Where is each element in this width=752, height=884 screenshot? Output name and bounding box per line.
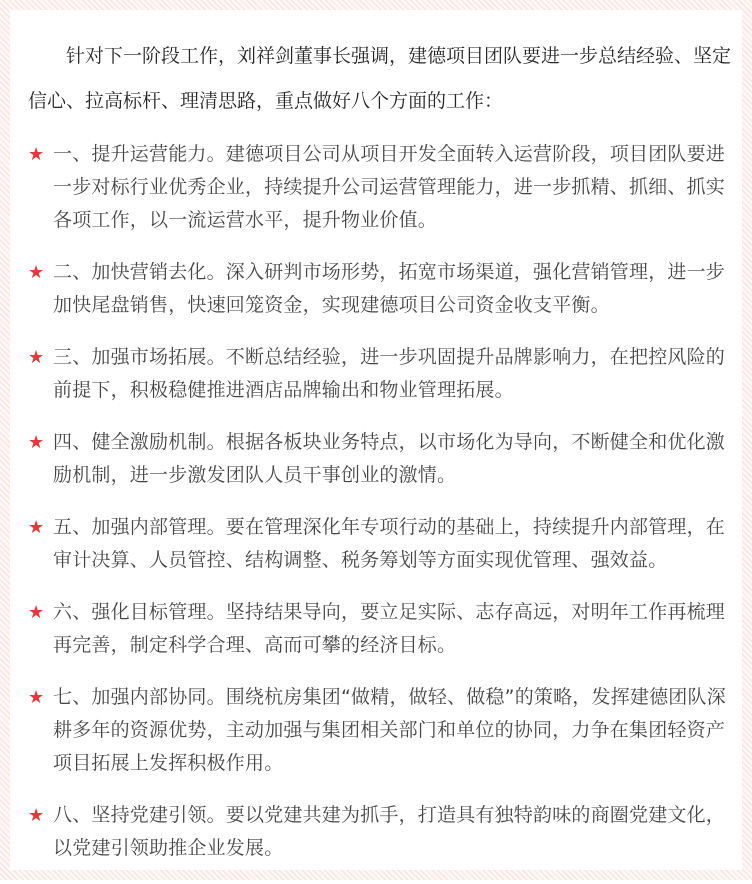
star-icon: ★: [28, 517, 45, 538]
intro-paragraph: 针对下一阶段工作，刘祥剑董事长强调，建德项目团队要进一步总结经验、坚定信心、拉高标杆、理清思路，重点做好八个方面的工作：: [28, 45, 732, 112]
list-item: [28, 341, 732, 407]
list-item: [28, 596, 732, 662]
star-icon: ★: [28, 805, 45, 826]
star-icon: ★: [28, 602, 45, 623]
star-icon: ★: [28, 144, 45, 165]
star-icon: ★: [28, 262, 45, 283]
list-item-text: 三、加强市场拓展。不断总结经验，进一步巩固提升品牌影响力，在把控风险的前提下，积极稳健推进酒店品牌输出和物业管理拓展。: [53, 346, 726, 401]
list-item: [28, 799, 732, 865]
list-item: [28, 511, 732, 577]
star-icon: ★: [28, 432, 45, 453]
star-icon: ★: [28, 687, 45, 708]
list-item: [28, 138, 732, 237]
list-item: [28, 681, 732, 780]
list-item-text: 五、加强内部管理。要在管理深化年专项行动的基础上，持续提升内部管理，在审计决算、人员管控、结构调整、税务筹划等方面实现优管理、强效益。: [53, 516, 726, 571]
list-item-text: 六、强化目标管理。坚持结果导向，要立足实际、志存高远，对明年工作再梳理再完善，制定科学合理、高而可攀的经济目标。: [53, 601, 726, 656]
list-item: [28, 256, 732, 322]
list-item-text: 四、健全激励机制。根据各板块业务特点，以市场化为导向，不断健全和优化激励机制，进一步激发团队人员干事创业的激情。: [53, 431, 726, 486]
list-item-text: 二、加快营销去化。深入研判市场形势，拓宽市场渠道，强化营销管理，进一步加快尾盘销售，快速回笼资金，实现建德项目公司资金收支平衡。: [53, 261, 726, 316]
list-item-text: 八、坚持党建引领。要以党建共建为抓手，打造具有独特韵味的商圈党建文化，以党建引领助推企业发展。: [53, 804, 726, 859]
list-item-text: 一、提升运营能力。建德项目公司从项目开发全面转入运营阶段，项目团队要进一步对标行业优秀企业，持续提升公司运营管理能力，进一步抓精、抓细、抓实各项工作，以一流运营水平，提升物业价值。: [53, 143, 726, 231]
star-icon: ★: [28, 347, 45, 368]
list-item: [28, 426, 732, 492]
article-content: [28, 34, 732, 884]
list-item-text: 七、加强内部协同。围绕杭房集团“做精，做轻、做稳”的策略，发挥建德团队深耕多年的资源优势，主动加强与集团相关部门和单位的协同，力争在集团轻资产项目拓展上发挥积极作用。: [53, 686, 726, 774]
